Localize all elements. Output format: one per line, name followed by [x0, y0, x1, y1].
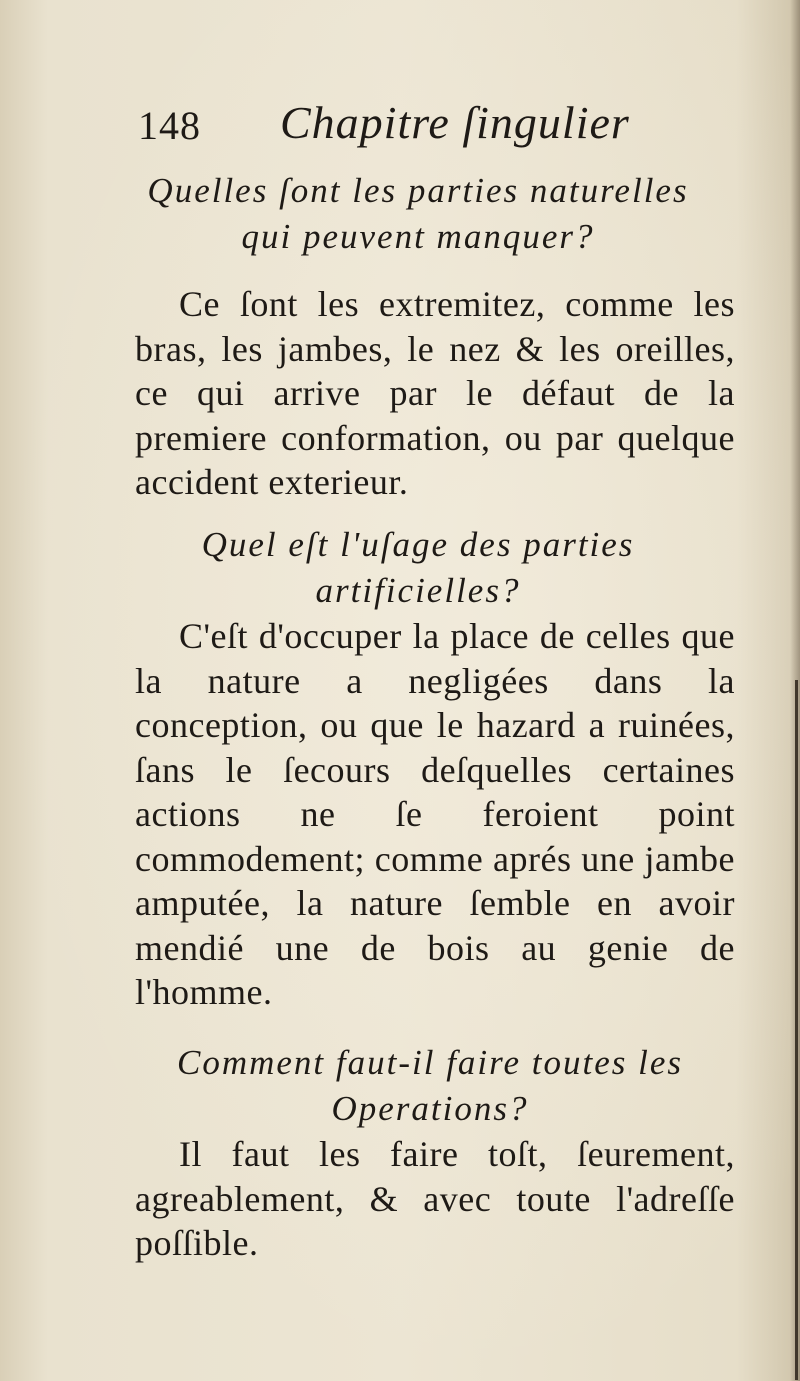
- page-header: [138, 92, 698, 156]
- answer-paragraph: Ce ſont les extremitez, comme les bras, les jambes, le nez & les oreilles, ce qui arrive par le défaut de la premiere conformation, ou par quelque accident exterieur.: [135, 284, 735, 502]
- page-number: 148: [138, 103, 201, 148]
- running-title: Chapitre ſingulier: [280, 97, 630, 148]
- question-heading: Quelles ſont les parties naturelles qui peuvent manquer?: [147, 171, 689, 256]
- answer-paragraph: Il faut les faire toſt, ſeurement, agreablement, & avec toute l'adreſſe poſſible.: [135, 1134, 735, 1263]
- page-edge-line: [795, 680, 798, 1380]
- question-heading: Comment faut-il faire toutes les Operations?: [177, 1043, 683, 1128]
- question-heading: Quel eſt l'uſage des parties artificielles?: [201, 525, 635, 610]
- answer-paragraph: C'eſt d'occuper la place de celles que la nature a negligées dans la conception, ou que le hazard a ruinées, ſans le ſecours deſquelles certaines actions ne ſe feroient point commodement; comme aprés une jambe amputée, la nature ſemble en avoir mendié une de bois au genie de l'homme.: [135, 616, 735, 1012]
